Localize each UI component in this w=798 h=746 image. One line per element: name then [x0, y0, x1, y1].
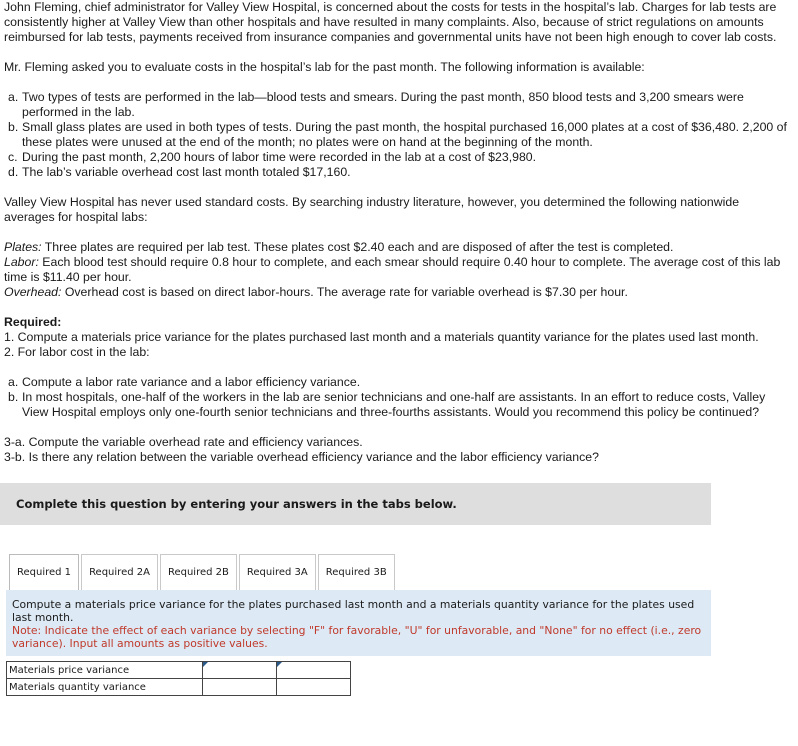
answer-table	[6, 661, 351, 696]
row-label-materials-quantity-variance: Materials quantity variance	[7, 679, 203, 696]
required-heading: Required:	[4, 315, 62, 329]
materials-price-variance-effect-select[interactable]	[277, 662, 351, 679]
list-item: d. The lab’s variable overhead cost last month totaled $17,160.	[8, 165, 351, 179]
effect-field[interactable]	[279, 679, 348, 695]
effect-field[interactable]	[279, 662, 348, 678]
standard-overhead: Overhead: Overhead cost is based on direct labor-hours. The average rate for variable overhead is $7.30 per hour.	[4, 285, 628, 299]
materials-price-variance-amount-input[interactable]	[203, 662, 277, 679]
amount-field[interactable]	[205, 662, 274, 678]
materials-quantity-variance-effect-select[interactable]	[277, 679, 351, 696]
standard-labor: Labor: Each blood test should require 0.8 hour to complete, and each smear should require 0.40 hour to complete. The average cost of this lab time is $11.40 per hour.	[4, 255, 781, 284]
required-3b: 3-b. Is there any relation between the variable overhead efficiency variance and the labor efficiency variance?	[4, 450, 599, 464]
list-item: c. During the past month, 2,200 hours of labor time were recorded in the lab at a cost of $23,980.	[8, 150, 537, 164]
tab-bar	[9, 554, 798, 590]
required-1: 1. Compute a materials price variance for the plates purchased last month and a materials quantity variance for the plates used last month.	[4, 330, 759, 344]
tab-required-2b[interactable]: Required 2B	[160, 554, 237, 590]
table-row	[7, 679, 351, 696]
info-list	[4, 90, 790, 180]
intro-paragraph: John Fleming, chief administrator for Valley View Hospital, is concerned about the costs for tests in the hospital’s lab. Charges for lab tests are consistently higher at Valley View than other hospitals and have resulted in many complaints. Also, because of strict regulations on amounts reimbursed for lab tests, payments received from insurance companies and governmental units have not been high enough to cover lab costs.	[4, 0, 777, 44]
tab-required-3b[interactable]: Required 3B	[318, 554, 395, 590]
instruction-banner: Complete this question by entering your answers in the tabs below.	[0, 483, 711, 525]
ask-paragraph: Mr. Fleming asked you to evaluate costs in the hospital’s lab for the past month. The following information is available:	[4, 60, 645, 74]
standard-plates: Plates: Three plates are required per lab test. These plates cost $2.40 each and are disposed of after the test is completed.	[4, 240, 674, 254]
required-2: 2. For labor cost in the lab:	[4, 345, 150, 359]
tab-required-3a[interactable]: Required 3A	[239, 554, 316, 590]
list-item: a. Compute a labor rate variance and a labor efficiency variance.	[8, 375, 361, 389]
panel-instructions: Compute a materials price variance for the plates purchased last month and a materials quantity variance for the plates used last month.	[12, 598, 695, 624]
required-2-list	[4, 375, 790, 420]
row-label-materials-price-variance: Materials price variance	[7, 662, 203, 679]
panel-note: Note: Indicate the effect of each variance by selecting "F" for favorable, "U" for unfavorable, and "None" for no effect (i.e., zero variance). Input all amounts as positive values.	[12, 624, 702, 650]
standards-intro: Valley View Hospital has never used standard costs. By searching industry literature, however, you determined the following nationwide averages for hospital labs:	[4, 195, 740, 224]
tab-required-2a[interactable]: Required 2A	[81, 554, 158, 590]
table-row	[7, 662, 351, 679]
required-3a: 3-a. Compute the variable overhead rate and efficiency variances.	[4, 435, 363, 449]
tab-panel	[6, 590, 711, 656]
amount-field[interactable]	[205, 679, 274, 695]
standards-list	[4, 240, 790, 300]
materials-quantity-variance-amount-input[interactable]	[203, 679, 277, 696]
list-item: a. Two types of tests are performed in the lab—blood tests and smears. During the past month, 850 blood tests and 3,200 smears were performed in the lab.	[8, 90, 744, 119]
list-item: b. In most hospitals, one-half of the workers in the lab are senior technicians and one-half are assistants. In an effort to reduce costs, Valley View Hospital employs only one-fourth senior technicians and three-fourths assistants. Would you recommend this policy be continued?	[8, 390, 766, 419]
tab-required-1[interactable]: Required 1	[9, 554, 79, 590]
list-item: b. Small glass plates are used in both types of tests. During the past month, the hospital purchased 16,000 plates at a cost of $36,480. 2,200 of these plates were unused at the end of the month; no plates were on hand at the beginning of the month.	[8, 120, 787, 149]
